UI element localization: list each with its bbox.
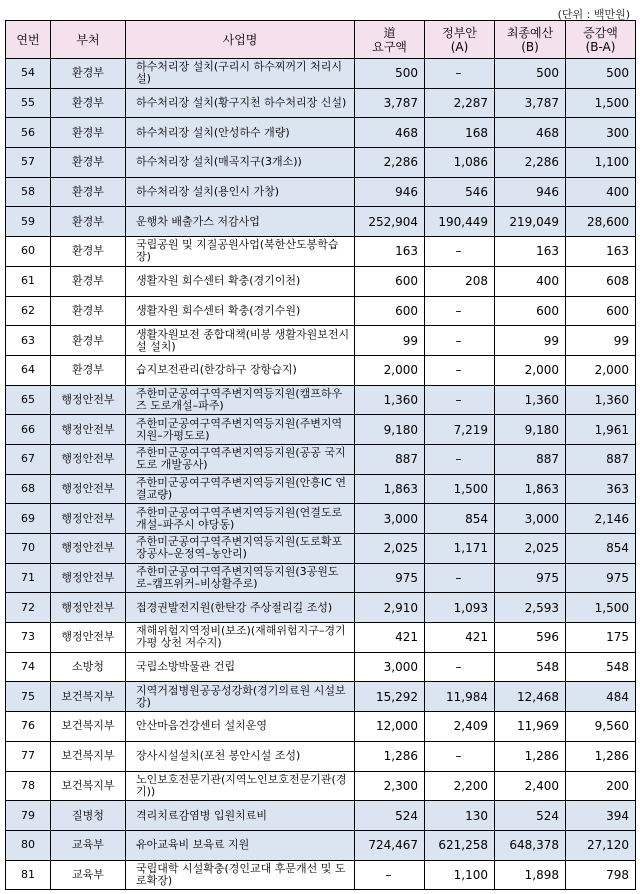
row-project-name: 하수처리장 설치(구리시 하수찌꺼기 처리시설) [126, 59, 355, 89]
row-request: 524 [355, 801, 425, 831]
header-final: 최종예산 (B) [495, 21, 566, 59]
row-request: 3,000 [355, 652, 425, 682]
row-project-name: 생활자원보전 종합대책(비봉 생활자원보전시설 설치) [126, 326, 355, 356]
row-dept: 환경부 [51, 177, 126, 207]
row-no: 65 [6, 385, 51, 415]
row-no: 69 [6, 504, 51, 534]
row-final: 648,378 [495, 830, 566, 860]
row-final: 11,969 [495, 712, 566, 742]
row-dept: 환경부 [51, 237, 126, 267]
row-gov: 1,093 [425, 593, 495, 623]
table-row [6, 266, 636, 296]
row-project-name: 주한미군공여구역주변지역등지원(연결도로 개설–파주시 야당동) [126, 504, 355, 534]
row-gov: 1,171 [425, 534, 495, 564]
row-request: 600 [355, 296, 425, 326]
row-diff: 1,500 [566, 593, 636, 623]
table-row [6, 237, 636, 267]
row-diff: 175 [566, 623, 636, 653]
row-project-name: 격리치료감염병 입원치료비 [126, 801, 355, 831]
row-final: 99 [495, 326, 566, 356]
row-project-name: 생활자원 회수센터 확충(경기수원) [126, 296, 355, 326]
row-project-name: 하수처리장 설치(안성하수 개량) [126, 118, 355, 148]
row-final: 3,787 [495, 88, 566, 118]
table-row [6, 296, 636, 326]
row-final: 500 [495, 59, 566, 89]
row-no: 54 [6, 59, 51, 89]
row-no: 63 [6, 326, 51, 356]
row-request: 252,904 [355, 207, 425, 237]
row-diff: 484 [566, 682, 636, 712]
row-gov: 621,258 [425, 830, 495, 860]
row-final: 1,898 [495, 860, 566, 890]
row-no: 58 [6, 177, 51, 207]
row-project-name: 운행차 배출가스 저감사업 [126, 207, 355, 237]
row-gov: – [425, 563, 495, 593]
header-gov: 정부안 (A) [425, 21, 495, 59]
table-row [6, 444, 636, 474]
row-dept: 보건복지부 [51, 682, 126, 712]
table-row [6, 860, 636, 890]
row-request: 946 [355, 177, 425, 207]
row-dept: 환경부 [51, 148, 126, 178]
table-row [6, 801, 636, 831]
row-project-name: 안산마음건강센터 설치운영 [126, 712, 355, 742]
row-project-name: 노인보호전문기관(지역노인보호전문기관(경기)) [126, 771, 355, 801]
row-project-name: 습지보전관리(한강하구 장항습지) [126, 355, 355, 385]
row-diff: 500 [566, 59, 636, 89]
row-project-name: 접경권발전지원(한탄강 주상절리길 조성) [126, 593, 355, 623]
row-no: 73 [6, 623, 51, 653]
table-row [6, 88, 636, 118]
table-row [6, 623, 636, 653]
table-row [6, 59, 636, 89]
row-diff: 1,360 [566, 385, 636, 415]
row-request: 12,000 [355, 712, 425, 742]
row-no: 68 [6, 474, 51, 504]
table-row [6, 652, 636, 682]
table-row [6, 771, 636, 801]
row-request: 15,292 [355, 682, 425, 712]
row-gov: 1,500 [425, 474, 495, 504]
row-final: 1,360 [495, 385, 566, 415]
row-gov: – [425, 326, 495, 356]
row-project-name: 주한미군공여구역주변지역등지원(공공 국지도로 개발공사) [126, 444, 355, 474]
row-project-name: 하수처리장 설치(황구지천 하수처리장 신설) [126, 88, 355, 118]
row-dept: 환경부 [51, 88, 126, 118]
row-no: 55 [6, 88, 51, 118]
row-gov: 546 [425, 177, 495, 207]
row-diff: 1,500 [566, 88, 636, 118]
header-project: 사업명 [126, 21, 355, 59]
row-project-name: 재해위험지역정비(보조)(재해위험지구–경기가평 상천 저수지) [126, 623, 355, 653]
row-dept: 행정안전부 [51, 444, 126, 474]
row-project-name: 유아교육비 보육료 지원 [126, 830, 355, 860]
row-project-name: 국립공원 및 지질공원사업(북한산도봉학습장) [126, 237, 355, 267]
row-gov: – [425, 59, 495, 89]
row-gov: – [425, 237, 495, 267]
row-gov: – [425, 355, 495, 385]
row-request: 2,000 [355, 355, 425, 385]
row-request: 3,000 [355, 504, 425, 534]
row-dept: 환경부 [51, 59, 126, 89]
row-request: 1,286 [355, 741, 425, 771]
row-no: 75 [6, 682, 51, 712]
row-gov: 2,200 [425, 771, 495, 801]
row-request: 468 [355, 118, 425, 148]
row-request: 163 [355, 237, 425, 267]
table-row [6, 177, 636, 207]
row-no: 80 [6, 830, 51, 860]
row-final: 163 [495, 237, 566, 267]
table-row [6, 118, 636, 148]
row-dept: 질병청 [51, 801, 126, 831]
row-final: 400 [495, 266, 566, 296]
row-gov: – [425, 296, 495, 326]
row-dept: 환경부 [51, 266, 126, 296]
row-final: 3,000 [495, 504, 566, 534]
row-request: 9,180 [355, 415, 425, 445]
row-diff: 1,961 [566, 415, 636, 445]
unit-label: (단위 : 백만원) [557, 8, 630, 21]
row-final: 887 [495, 444, 566, 474]
row-project-name: 주한미군공여구역주변지역등지원(도로확포장공사–운정역–농안리) [126, 534, 355, 564]
row-no: 70 [6, 534, 51, 564]
row-gov: – [425, 385, 495, 415]
row-no: 66 [6, 415, 51, 445]
row-diff: 9,560 [566, 712, 636, 742]
table-row [6, 207, 636, 237]
row-gov: 421 [425, 623, 495, 653]
row-dept: 보건복지부 [51, 741, 126, 771]
row-diff: 99 [566, 326, 636, 356]
row-diff: 400 [566, 177, 636, 207]
row-diff: 2,146 [566, 504, 636, 534]
row-project-name: 주한미군공여구역주변지역등지원(캠프하우즈 도로개설–파주) [126, 385, 355, 415]
row-no: 61 [6, 266, 51, 296]
row-no: 67 [6, 444, 51, 474]
row-no: 59 [6, 207, 51, 237]
row-no: 56 [6, 118, 51, 148]
row-project-name: 지역거점병원공공성강화(경기의료원 시설보강) [126, 682, 355, 712]
row-final: 1,863 [495, 474, 566, 504]
row-dept: 행정안전부 [51, 623, 126, 653]
row-diff: 854 [566, 534, 636, 564]
row-dept: 환경부 [51, 207, 126, 237]
row-request: 500 [355, 59, 425, 89]
row-gov: – [425, 444, 495, 474]
row-dept: 행정안전부 [51, 385, 126, 415]
table-row [6, 148, 636, 178]
table-row [6, 830, 636, 860]
row-project-name: 주한미군공여구역주변지역등지원(안흥IC 연결교량) [126, 474, 355, 504]
row-diff: 1,100 [566, 148, 636, 178]
row-final: 548 [495, 652, 566, 682]
row-final: 468 [495, 118, 566, 148]
header-request: 道 요구액 [355, 21, 425, 59]
header-diff: 증감액 (B-A) [566, 21, 636, 59]
row-dept: 환경부 [51, 326, 126, 356]
row-dept: 소방청 [51, 652, 126, 682]
table-row [6, 682, 636, 712]
row-diff: 1,286 [566, 741, 636, 771]
row-no: 62 [6, 296, 51, 326]
row-request: 975 [355, 563, 425, 593]
row-project-name: 주한미군공여구역주변지역등지원(3공원도로–캠프위커–비상활주로) [126, 563, 355, 593]
row-no: 72 [6, 593, 51, 623]
row-project-name: 장사시설설치(포천 봉안시설 조성) [126, 741, 355, 771]
row-final: 524 [495, 801, 566, 831]
row-project-name: 생활자원 회수센터 확충(경기이천) [126, 266, 355, 296]
row-no: 78 [6, 771, 51, 801]
table-row [6, 355, 636, 385]
table-row [6, 385, 636, 415]
row-gov: 190,449 [425, 207, 495, 237]
row-gov: 168 [425, 118, 495, 148]
row-project-name: 주한미군공여구역주변지역등지원(주변지역지원–가평도로) [126, 415, 355, 445]
row-dept: 행정안전부 [51, 415, 126, 445]
row-no: 57 [6, 148, 51, 178]
row-gov: – [425, 741, 495, 771]
row-no: 60 [6, 237, 51, 267]
row-project-name: 국립대학 시설확충(경인교대 후문개선 및 도로확장) [126, 860, 355, 890]
row-final: 2,593 [495, 593, 566, 623]
row-final: 600 [495, 296, 566, 326]
row-diff: 975 [566, 563, 636, 593]
row-diff: 548 [566, 652, 636, 682]
row-gov: 1,086 [425, 148, 495, 178]
row-diff: 163 [566, 237, 636, 267]
row-request: 1,863 [355, 474, 425, 504]
row-final: 12,468 [495, 682, 566, 712]
row-gov: 854 [425, 504, 495, 534]
row-final: 2,286 [495, 148, 566, 178]
row-no: 71 [6, 563, 51, 593]
row-dept: 보건복지부 [51, 712, 126, 742]
table-row [6, 534, 636, 564]
row-request: 2,025 [355, 534, 425, 564]
row-diff: 394 [566, 801, 636, 831]
row-no: 79 [6, 801, 51, 831]
row-gov: 1,100 [425, 860, 495, 890]
row-final: 975 [495, 563, 566, 593]
row-diff: 608 [566, 266, 636, 296]
row-gov: 2,287 [425, 88, 495, 118]
row-final: 2,000 [495, 355, 566, 385]
row-no: 64 [6, 355, 51, 385]
row-request: 3,787 [355, 88, 425, 118]
row-diff: 887 [566, 444, 636, 474]
row-final: 946 [495, 177, 566, 207]
row-gov: 208 [425, 266, 495, 296]
row-dept: 교육부 [51, 860, 126, 890]
table-row [6, 326, 636, 356]
row-gov: 130 [425, 801, 495, 831]
row-diff: 28,600 [566, 207, 636, 237]
row-diff: 600 [566, 296, 636, 326]
row-dept: 행정안전부 [51, 593, 126, 623]
table-row [6, 563, 636, 593]
row-diff: 2,000 [566, 355, 636, 385]
row-final: 1,286 [495, 741, 566, 771]
row-request: 421 [355, 623, 425, 653]
row-project-name: 국립소방박물관 건립 [126, 652, 355, 682]
row-request: 1,360 [355, 385, 425, 415]
row-dept: 환경부 [51, 118, 126, 148]
row-dept: 행정안전부 [51, 474, 126, 504]
row-no: 81 [6, 860, 51, 890]
table-row [6, 712, 636, 742]
row-no: 77 [6, 741, 51, 771]
row-gov: 7,219 [425, 415, 495, 445]
row-diff: 200 [566, 771, 636, 801]
row-dept: 행정안전부 [51, 504, 126, 534]
row-request: 600 [355, 266, 425, 296]
row-no: 76 [6, 712, 51, 742]
row-project-name: 하수처리장 설치(매곡지구(3개소)) [126, 148, 355, 178]
row-request: 887 [355, 444, 425, 474]
row-request: 2,286 [355, 148, 425, 178]
table-row [6, 504, 636, 534]
header-no: 연번 [6, 21, 51, 59]
row-request: 724,467 [355, 830, 425, 860]
row-final: 2,025 [495, 534, 566, 564]
row-request: 99 [355, 326, 425, 356]
row-final: 596 [495, 623, 566, 653]
row-diff: 363 [566, 474, 636, 504]
row-no: 74 [6, 652, 51, 682]
row-diff: 27,120 [566, 830, 636, 860]
table-row [6, 593, 636, 623]
row-dept: 환경부 [51, 355, 126, 385]
budget-table [5, 20, 636, 890]
row-final: 9,180 [495, 415, 566, 445]
row-diff: 798 [566, 860, 636, 890]
header-dept: 부처 [51, 21, 126, 59]
row-dept: 보건복지부 [51, 771, 126, 801]
row-final: 2,400 [495, 771, 566, 801]
row-dept: 환경부 [51, 296, 126, 326]
row-gov: 11,984 [425, 682, 495, 712]
row-diff: 300 [566, 118, 636, 148]
table-row [6, 415, 636, 445]
row-request: 2,910 [355, 593, 425, 623]
row-project-name: 하수처리장 설치(용인시 가창) [126, 177, 355, 207]
row-dept: 교육부 [51, 830, 126, 860]
table-row [6, 741, 636, 771]
row-request: – [355, 860, 425, 890]
row-gov: 2,409 [425, 712, 495, 742]
row-request: 2,300 [355, 771, 425, 801]
table-row [6, 474, 636, 504]
row-dept: 행정안전부 [51, 563, 126, 593]
row-dept: 행정안전부 [51, 534, 126, 564]
header-row [6, 21, 636, 59]
row-final: 219,049 [495, 207, 566, 237]
row-gov: – [425, 652, 495, 682]
